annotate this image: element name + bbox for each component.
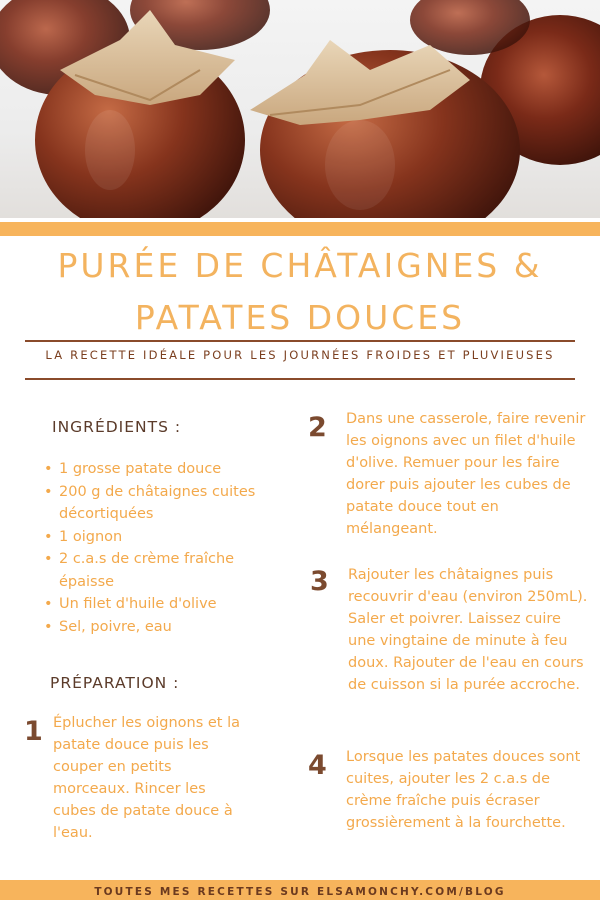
ingredients-heading: INGRÉDIENTS : (52, 418, 182, 436)
preparation-heading: PRÉPARATION : (50, 674, 180, 692)
ingredient-item: • 1 oignon (44, 526, 284, 549)
header-photo (0, 0, 600, 218)
ingredient-item: • Sel, poivre, eau (44, 616, 284, 639)
ingredient-item: • Un filet d'huile d'olive (44, 593, 284, 616)
top-accent-bar (0, 222, 600, 236)
step-4-text: Lorsque les patates douces sont cuites, ajouter les 2 c.a.s de crème fraîche puis écraser grossièrement à la fourchette. (346, 749, 581, 831)
ingredients-list (44, 458, 284, 638)
step-3-text: Rajouter les châtaignes puis recouvrir d'eau (environ 250mL). Saler et poivrer. Laissez cuire une vingtaine de minute à feu doux. Rajouter de l'eau en cours de cuisson si la purée accroche. (348, 567, 588, 693)
divider-bottom (25, 378, 575, 380)
footer-bar (0, 880, 600, 900)
recipe-title-line-1: PURÉE DE CHÂTAIGNES & (57, 246, 543, 285)
ingredient-item: • 2 c.a.s de crème fraîche épaisse (44, 548, 284, 593)
step-1-number: 1 (24, 716, 43, 747)
step-4-number: 4 (308, 750, 327, 781)
chestnuts-illustration (0, 0, 600, 218)
ingredient-item: • 1 grosse patate douce (44, 458, 284, 481)
recipe-title-line-2: PATATES DOUCES (134, 298, 466, 337)
ingredient-item: • 200 g de châtaignes cuites décortiquées (44, 481, 284, 526)
step-2-number: 2 (308, 412, 327, 443)
divider-top (25, 340, 575, 342)
step-2-text: Dans une casserole, faire revenir les oignons avec un filet d'huile d'olive. Remuer pour les faire dorer puis ajouter les cubes de patate douce tout en mélangeant. (346, 411, 586, 537)
step-3-number: 3 (310, 566, 329, 597)
recipe-subtitle: LA RECETTE IDÉALE POUR LES JOURNÉES FROIDES ET PLUVIEUSES (45, 348, 555, 362)
step-1-text: Éplucher les oignons et la patate douce puis les couper en petits morceaux. Rincer les cubes de patate douce à l'eau. (53, 715, 240, 841)
footer-link-text[interactable]: TOUTES MES RECETTES SUR ELSAMONCHY.COM/BLOG (94, 886, 506, 898)
